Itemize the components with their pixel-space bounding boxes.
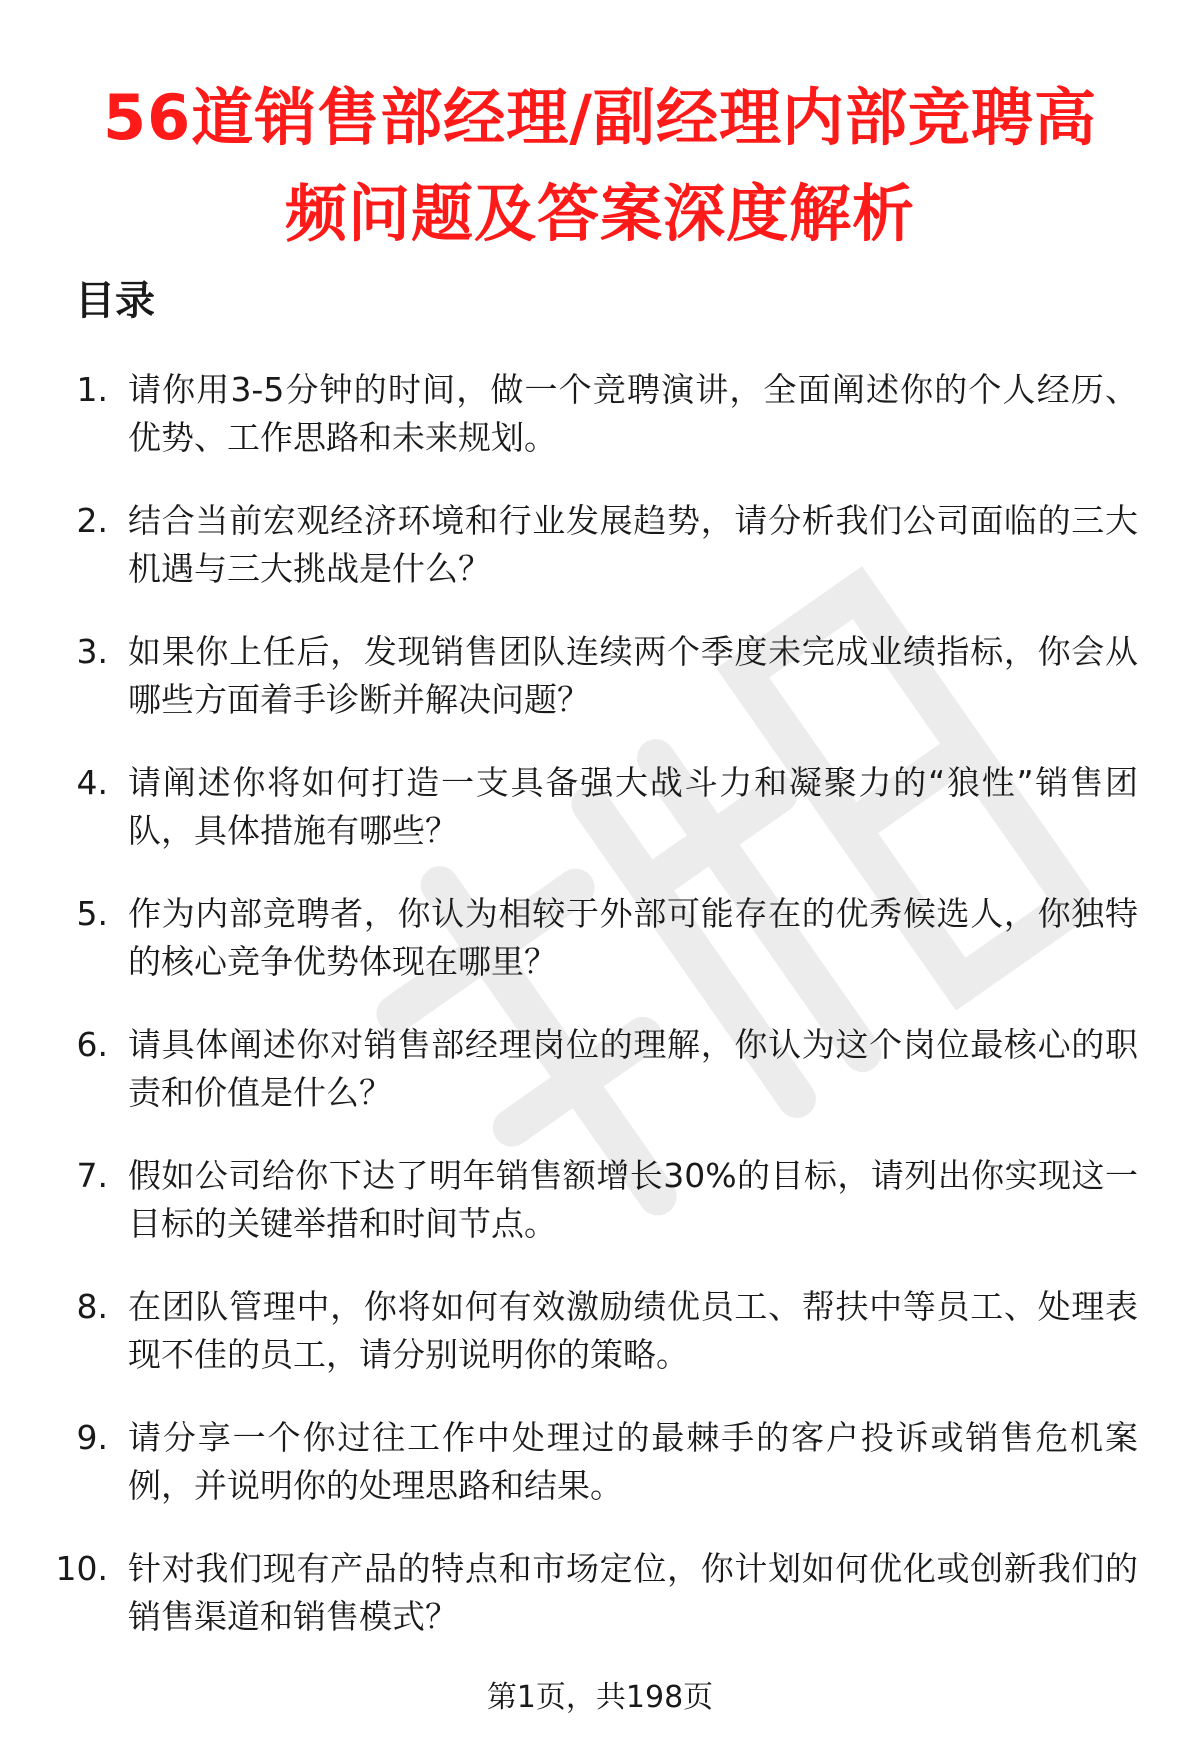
item-text: 请你用3-5分钟的时间，做一个竞聘演讲，全面阐述你的个人经历、优势、工作思路和未来规划。 xyxy=(128,370,1138,457)
item-number: 4. xyxy=(76,763,108,802)
toc-heading: 目录 xyxy=(75,278,155,324)
item-text: 请具体阐述你对销售部经理岗位的理解，你认为这个岗位最核心的职责和价值是什么？ xyxy=(128,1025,1138,1112)
title-line-1: 56道销售部经理/副经理内部竞聘高 xyxy=(103,81,1097,154)
item-number: 1. xyxy=(76,370,108,409)
item-number: 8. xyxy=(76,1287,108,1326)
item-text: 结合当前宏观经济环境和行业发展趋势，请分析我们公司面临的三大机遇与三大挑战是什么？ xyxy=(128,501,1138,588)
title-line-2: 频问题及答案深度解析 xyxy=(284,177,915,250)
page-footer: 第1页，共198页 xyxy=(486,1680,714,1715)
item-text: 在团队管理中，你将如何有效激励绩优员工、帮扶中等员工、处理表现不佳的员工，请分别说明你的策略。 xyxy=(128,1287,1138,1374)
item-text: 如果你上任后，发现销售团队连续两个季度未完成业绩指标，你会从哪些方面着手诊断并解决问题？ xyxy=(128,632,1138,719)
item-number: 3. xyxy=(76,632,108,671)
item-text: 针对我们现有产品的特点和市场定位，你计划如何优化或创新我们的销售渠道和销售模式？ xyxy=(128,1549,1138,1636)
item-number: 9. xyxy=(76,1418,108,1457)
item-number: 2. xyxy=(76,501,108,540)
item-text: 请阐述你将如何打造一支具备强大战斗力和凝聚力的“狼性”销售团队，具体措施有哪些？ xyxy=(128,763,1138,850)
item-number: 10. xyxy=(55,1549,108,1588)
item-text: 请分享一个你过往工作中处理过的最棘手的客户投诉或销售危机案例，并说明你的处理思路和结果。 xyxy=(128,1418,1138,1505)
item-text: 假如公司给你下达了明年销售额增长30%的目标，请列出你实现这一目标的关键举措和时间节点。 xyxy=(128,1156,1138,1243)
item-number: 6. xyxy=(76,1025,108,1064)
item-text: 作为内部竞聘者，你认为相较于外部可能存在的优秀候选人，你独特的核心竞争优势体现在哪里？ xyxy=(128,894,1138,981)
document-title xyxy=(60,70,1140,262)
item-number: 5. xyxy=(76,894,108,933)
item-number: 7. xyxy=(76,1156,108,1195)
